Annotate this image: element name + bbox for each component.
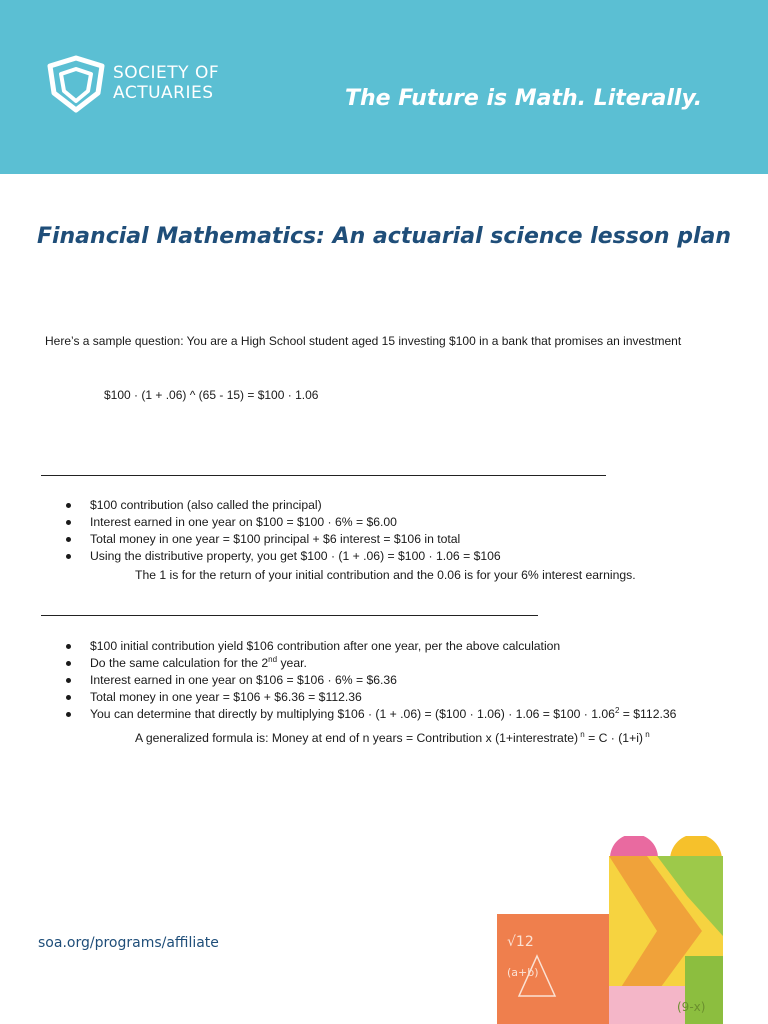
math-collage-image [497, 836, 723, 1024]
formula-note [135, 731, 650, 745]
list-item-text: Total money in one year = $106 + $6.36 = $112.36 [90, 690, 362, 704]
superscript: nd [268, 654, 278, 664]
list-item [62, 655, 676, 672]
logo-line-2: ACTUARIES [113, 83, 214, 103]
list-item [62, 638, 676, 655]
bullet-icon [66, 678, 71, 683]
list-item-text: You can determine that directly by multiplying $106 · (1 + .06) = ($100 · 1.06) · 1.06 = $100 · 1.06 [90, 707, 615, 721]
bullet-icon [66, 644, 71, 649]
bullet-icon [66, 695, 71, 700]
divider [41, 475, 606, 476]
bullet-icon [66, 503, 71, 508]
bullet-icon [66, 537, 71, 542]
list-item-text: Total money in one year = $100 principal + $6 interest = $106 in total [90, 532, 461, 546]
list-item-text: Interest earned in one year on $100 = $100 · 6% = $6.00 [90, 515, 397, 529]
bullet-list [62, 638, 676, 723]
list-item [62, 531, 501, 548]
tagline: The Future is Math. Literally. [345, 86, 703, 111]
note-text: A generalized formula is: Money at end of n years = Contribution x (1+interestrate) [135, 731, 579, 745]
logo-line-1: SOCIETY OF [113, 63, 220, 83]
superscript: n [642, 729, 650, 739]
list-item [62, 548, 501, 565]
page-title: Financial Mathematics: An actuarial science lesson plan [36, 224, 732, 249]
superscript: 2 [614, 705, 620, 715]
bullet-icon [66, 520, 71, 525]
list-item-text: year. [277, 656, 307, 670]
divider [41, 615, 538, 616]
header-banner [0, 0, 768, 174]
art-text: √12 [507, 934, 534, 950]
art-text: (9-x) [677, 1000, 706, 1014]
list-item [62, 689, 676, 706]
intro-text: Here’s a sample question: You are a High School student aged 15 investing $100 in a bank that promises an investment [45, 334, 682, 348]
list-item-text: Interest earned in one year on $106 = $106 · 6% = $6.36 [90, 673, 397, 687]
bullet-icon [66, 712, 71, 717]
note-text: = C · (1+i) [584, 731, 643, 745]
footer-link[interactable]: soa.org/programs/affiliate [38, 935, 219, 951]
superscript: n [578, 729, 585, 739]
list-item [62, 514, 501, 531]
list-item-text: Using the distributive property, you get $100 · (1 + .06) = $100 · 1.06 = $106 [90, 549, 501, 563]
explanation-note: The 1 is for the return of your initial contribution and the 0.06 is for your 6% interest earnings. [135, 568, 636, 582]
logo-wordmark [113, 63, 219, 103]
list-item-text: = $112.36 [619, 707, 677, 721]
list-item-text: Do the same calculation for the 2 [90, 656, 269, 670]
art-text: (a+b) [507, 966, 539, 979]
bullet-icon [66, 554, 71, 559]
bullet-list [62, 497, 501, 565]
soa-shield-logo-icon [45, 55, 107, 113]
list-item-text: $100 initial contribution yield $106 contribution after one year, per the above calculation [90, 639, 561, 653]
formula-text: $100 · (1 + .06) ^ (65 - 15) = $100 · 1.06 [104, 388, 319, 402]
list-item-text: $100 contribution (also called the principal) [90, 498, 322, 512]
list-item [62, 497, 501, 514]
list-item [62, 706, 676, 723]
list-item [62, 672, 676, 689]
bullet-icon [66, 661, 71, 666]
